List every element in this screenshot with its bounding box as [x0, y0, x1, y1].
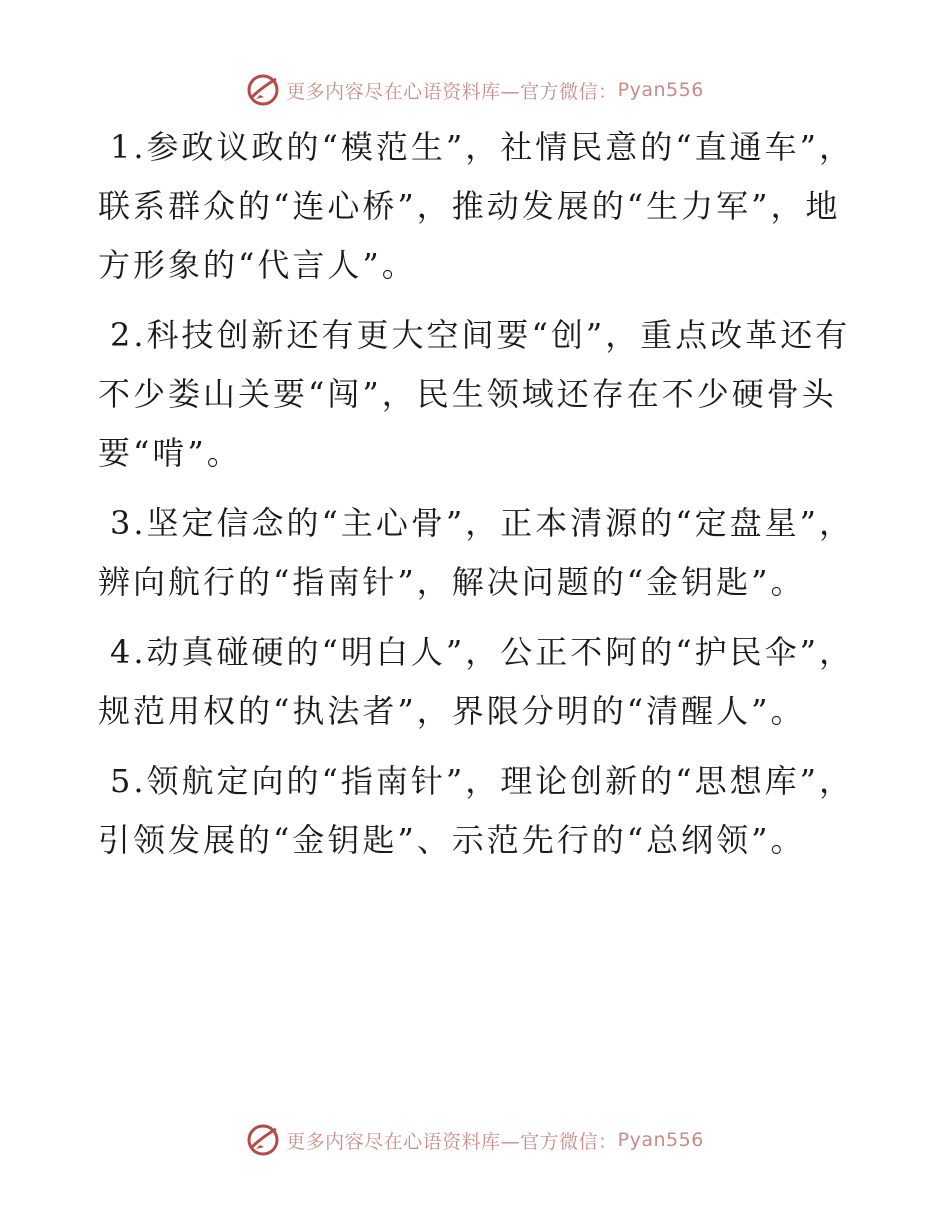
pen-logo-icon — [246, 73, 280, 107]
list-item-3: 3.坚定信念的“主心骨”，正本清源的“定盘星”，辨向航行的“指南针”，解决问题的“金钥匙”。 — [98, 504, 854, 601]
pen-logo-icon — [246, 1123, 280, 1157]
list-item-2: 2.科技创新还有更大空间要“创”，重点改革还有不少娄山关要“闯”，民生领域还存在不少硬骨头要“啃”。 — [98, 316, 851, 472]
watermark-wechat-id: Pyan556 — [617, 1129, 704, 1151]
document-body — [98, 118, 858, 881]
watermark-wechat-id: Pyan556 — [617, 79, 704, 101]
list-item-1: 1.参政议政的“模范生”，社情民意的“直通车”，联系群众的“连心桥”，推动发展的“生力军”，地方形象的“代言人”。 — [98, 128, 854, 284]
list-item-4: 4.动真碰硬的“明白人”，公正不阿的“护民伞”，规范用权的“执法者”，界限分明的“清醒人”。 — [98, 633, 854, 730]
watermark-text: 更多内容尽在心语资料库—官方微信： — [286, 1130, 618, 1153]
header-watermark — [0, 70, 950, 110]
footer-watermark — [0, 1120, 950, 1160]
watermark-text: 更多内容尽在心语资料库—官方微信： — [286, 80, 618, 103]
list-item-5: 5.领航定向的“指南针”，理论创新的“思想库”，引领发展的“金钥匙”、示范先行的“总纲领”。 — [98, 762, 854, 859]
